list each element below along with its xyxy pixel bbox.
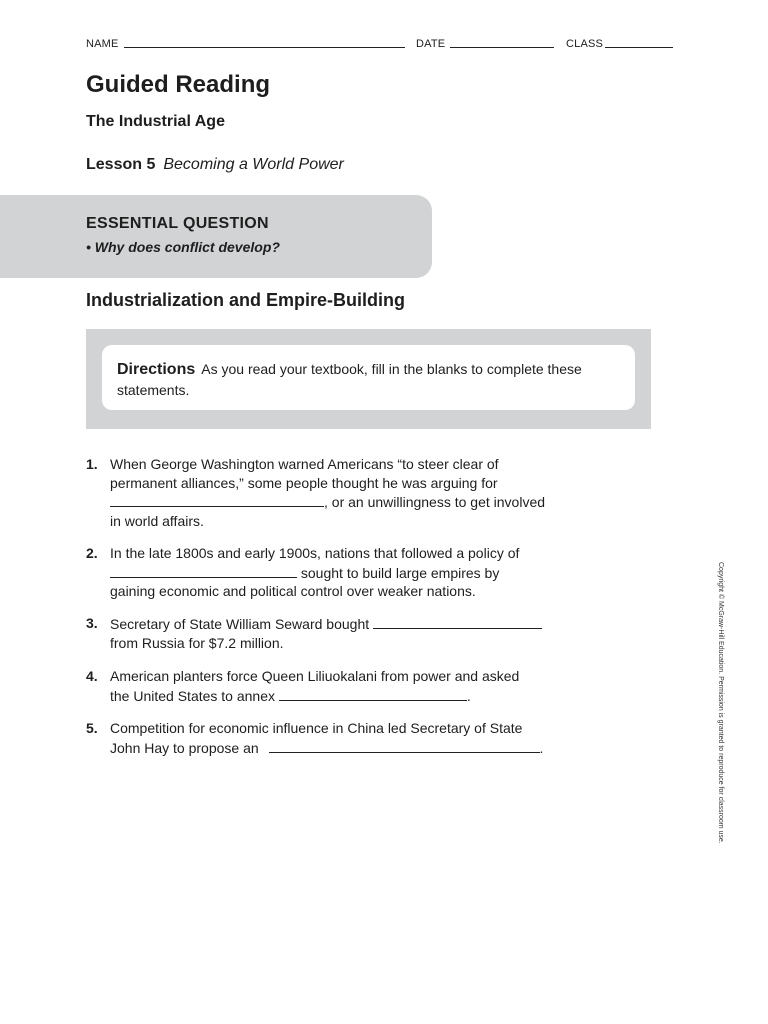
lesson-heading [86, 156, 344, 174]
question-line-text: sought to build large empires by [297, 564, 500, 581]
essential-question-box [0, 195, 432, 278]
answer-blank[interactable] [373, 614, 542, 629]
date-label: DATE [416, 38, 446, 50]
answer-blank[interactable] [279, 686, 467, 701]
question-number: 1. [86, 456, 98, 472]
question-text [110, 455, 580, 530]
question-line-text: . [539, 739, 544, 756]
answer-blank[interactable] [269, 738, 540, 753]
question-line: Competition for economic influence in China led Secretary of State [110, 720, 523, 736]
question-line: from Russia for $7.2 million. [110, 634, 284, 651]
question-number: 3. [86, 615, 98, 631]
page-title: Guided Reading [86, 71, 271, 98]
question-line-text: , or an unwillingness to get involved [324, 494, 546, 510]
question-line: In the late 1800s and early 1900s, nations that followed a policy of [110, 545, 520, 561]
question-line-text: the United States to annex [110, 687, 279, 704]
question-line [110, 738, 580, 758]
question-line [110, 686, 580, 706]
question-5 [86, 719, 586, 757]
directions-box [86, 329, 651, 429]
class-label: CLASS [566, 38, 604, 50]
directions-panel [102, 345, 635, 410]
question-line-text: . [466, 687, 471, 704]
answer-blank[interactable] [110, 563, 297, 578]
question-text [110, 544, 580, 601]
essential-question-heading: ESSENTIAL QUESTION [86, 215, 269, 232]
name-field[interactable] [124, 47, 405, 48]
unit-subtitle: The Industrial Age [86, 113, 225, 130]
name-label: NAME [86, 38, 119, 50]
question-text [110, 667, 580, 705]
essential-question-item: • Why does conflict develop? [86, 239, 280, 255]
copyright-text: Copyright © McGraw-Hill Education. Permission is granted to reproduce for classroom use. [717, 562, 724, 844]
question-1 [86, 455, 586, 531]
question-number: 4. [86, 668, 98, 684]
question-line-text: John Hay to propose an [110, 739, 263, 756]
question-line [110, 563, 580, 583]
question-line [110, 614, 580, 634]
lesson-number: Lesson 5 [86, 156, 156, 173]
question-line: in world affairs. [110, 512, 204, 529]
question-3 [86, 614, 586, 652]
lesson-name: Becoming a World Power [163, 156, 344, 173]
section-title: Industrialization and Empire-Building [86, 290, 406, 310]
question-line-text: Secretary of State William Seward bought [110, 616, 374, 632]
answer-blank[interactable] [110, 492, 324, 507]
question-line: American planters force Queen Liliuokalani from power and asked [110, 668, 520, 684]
question-text [110, 719, 580, 757]
question-2 [86, 544, 586, 601]
question-line: When George Washington warned Americans “to steer clear of [110, 456, 499, 472]
question-number: 2. [86, 545, 98, 561]
question-line: permanent alliances,” some people thought he was arguing for [110, 474, 498, 491]
class-field[interactable] [605, 47, 673, 48]
date-field[interactable] [450, 47, 554, 48]
question-line: gaining economic and political control over weaker nations. [110, 583, 476, 599]
question-line [110, 492, 580, 512]
directions-label: Directions [117, 361, 196, 378]
question-number: 5. [86, 720, 98, 736]
question-text [110, 614, 580, 652]
directions-text: As you read your textbook, fill in the blanks to complete these statements. [117, 361, 582, 398]
question-4 [86, 667, 586, 705]
copyright-notice [712, 562, 724, 862]
